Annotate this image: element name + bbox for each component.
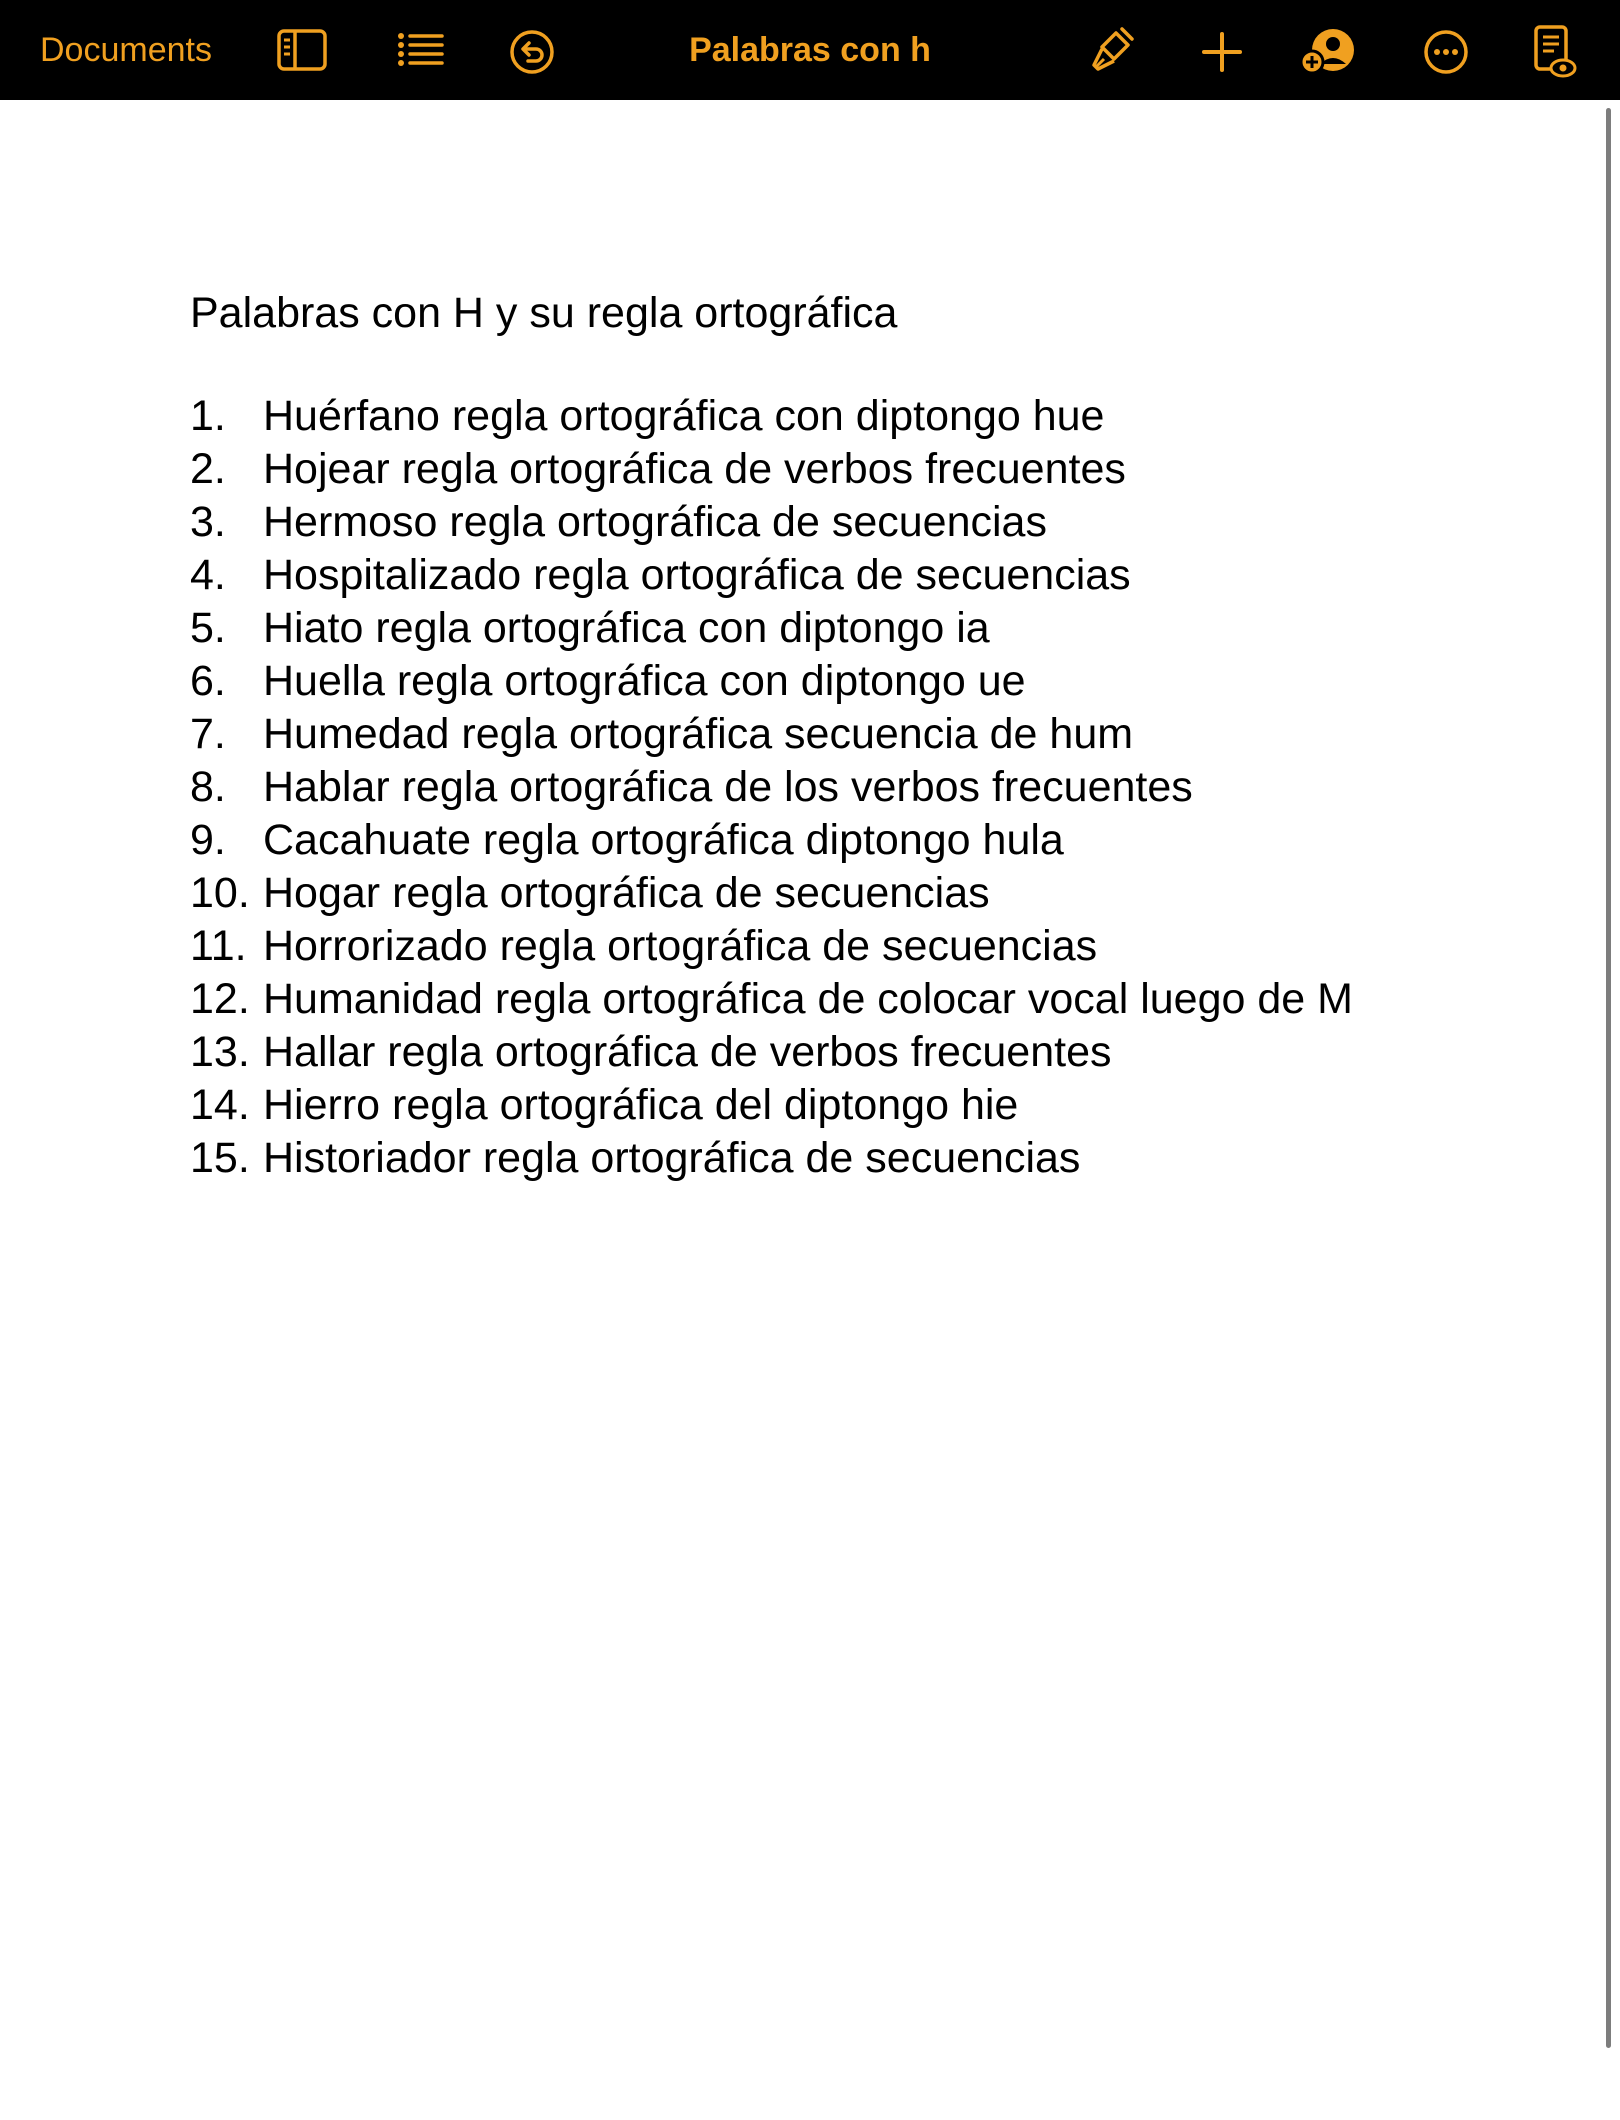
document-title: Palabras con h (689, 30, 931, 69)
list-item-text: Hogar regla ortográfica de secuencias (263, 869, 990, 917)
undo-icon[interactable] (508, 28, 556, 76)
list-item-text: Humanidad regla ortográfica de colocar vocal luego de M (263, 975, 1353, 1023)
list-item (190, 761, 1490, 814)
list-item (190, 814, 1490, 867)
top-toolbar (0, 0, 1620, 100)
list-item-text: Hiato regla ortográfica con diptongo ia (263, 604, 990, 652)
paintbrush-icon[interactable] (1086, 25, 1136, 77)
list-item-number: 2. (190, 445, 226, 493)
list-item-text: Humedad regla ortográfica secuencia de hum (263, 710, 1134, 758)
list-item (190, 655, 1490, 708)
collaborate-icon[interactable] (1300, 26, 1358, 76)
plus-icon[interactable] (1200, 30, 1244, 74)
list-item-number: 8. (190, 763, 226, 811)
list-item-text: Horrorizado regla ortográfica de secuencias (263, 922, 1098, 970)
document-heading: Palabras con H y su regla ortográfica (190, 289, 898, 337)
list-item-text: Huérfano regla ortográfica con diptongo hue (263, 392, 1105, 440)
more-icon[interactable] (1422, 28, 1470, 76)
list-item (190, 1026, 1490, 1079)
list-item-text: Cacahuate regla ortográfica diptongo hula (263, 816, 1064, 864)
list-item (190, 1079, 1490, 1132)
list-item (190, 390, 1490, 443)
list-item (190, 920, 1490, 973)
document-view-icon[interactable] (1532, 24, 1578, 80)
list-item-text: Hablar regla ortográfica de los verbos frecuentes (263, 763, 1193, 811)
list-item (190, 602, 1490, 655)
list-item-number: 12. (190, 975, 250, 1023)
list-item-text: Hospitalizado regla ortográfica de secuencias (263, 551, 1131, 599)
list-item-text: Hallar regla ortográfica de verbos frecuentes (263, 1028, 1112, 1076)
list-item (190, 973, 1490, 1026)
list-item-number: 10. (190, 869, 250, 917)
list-item-text: Hermoso regla ortográfica de secuencias (263, 498, 1047, 546)
sidebar-icon[interactable] (276, 28, 328, 72)
list-item-number: 6. (190, 657, 226, 705)
list-item (190, 1132, 1490, 1185)
list-item-number: 4. (190, 551, 226, 599)
list-item-text: Huella regla ortográfica con diptongo ue (263, 657, 1026, 705)
list-item-number: 3. (190, 498, 226, 546)
document-body[interactable] (190, 285, 1490, 1185)
list-item-number: 1. (190, 392, 226, 440)
list-icon[interactable] (396, 30, 446, 70)
list-item-number: 7. (190, 710, 226, 758)
list-item (190, 708, 1490, 761)
vertical-scrollbar[interactable] (1606, 108, 1611, 2048)
list-item (190, 549, 1490, 602)
list-item-text: Hojear regla ortográfica de verbos frecuentes (263, 445, 1126, 493)
list-item-number: 5. (190, 604, 226, 652)
list-item-number: 15. (190, 1134, 250, 1182)
list-item (190, 496, 1490, 549)
numbered-list (190, 390, 1490, 1185)
list-item-text: Historiador regla ortográfica de secuencias (263, 1134, 1081, 1182)
documents-back-button[interactable]: Documents (40, 30, 212, 69)
list-item-number: 11. (190, 922, 247, 970)
list-item (190, 443, 1490, 496)
list-item-text: Hierro regla ortográfica del diptongo hie (263, 1081, 1019, 1129)
list-item-number: 13. (190, 1028, 250, 1076)
list-item-number: 9. (190, 816, 226, 864)
list-item-number: 14. (190, 1081, 250, 1129)
list-item (190, 867, 1490, 920)
